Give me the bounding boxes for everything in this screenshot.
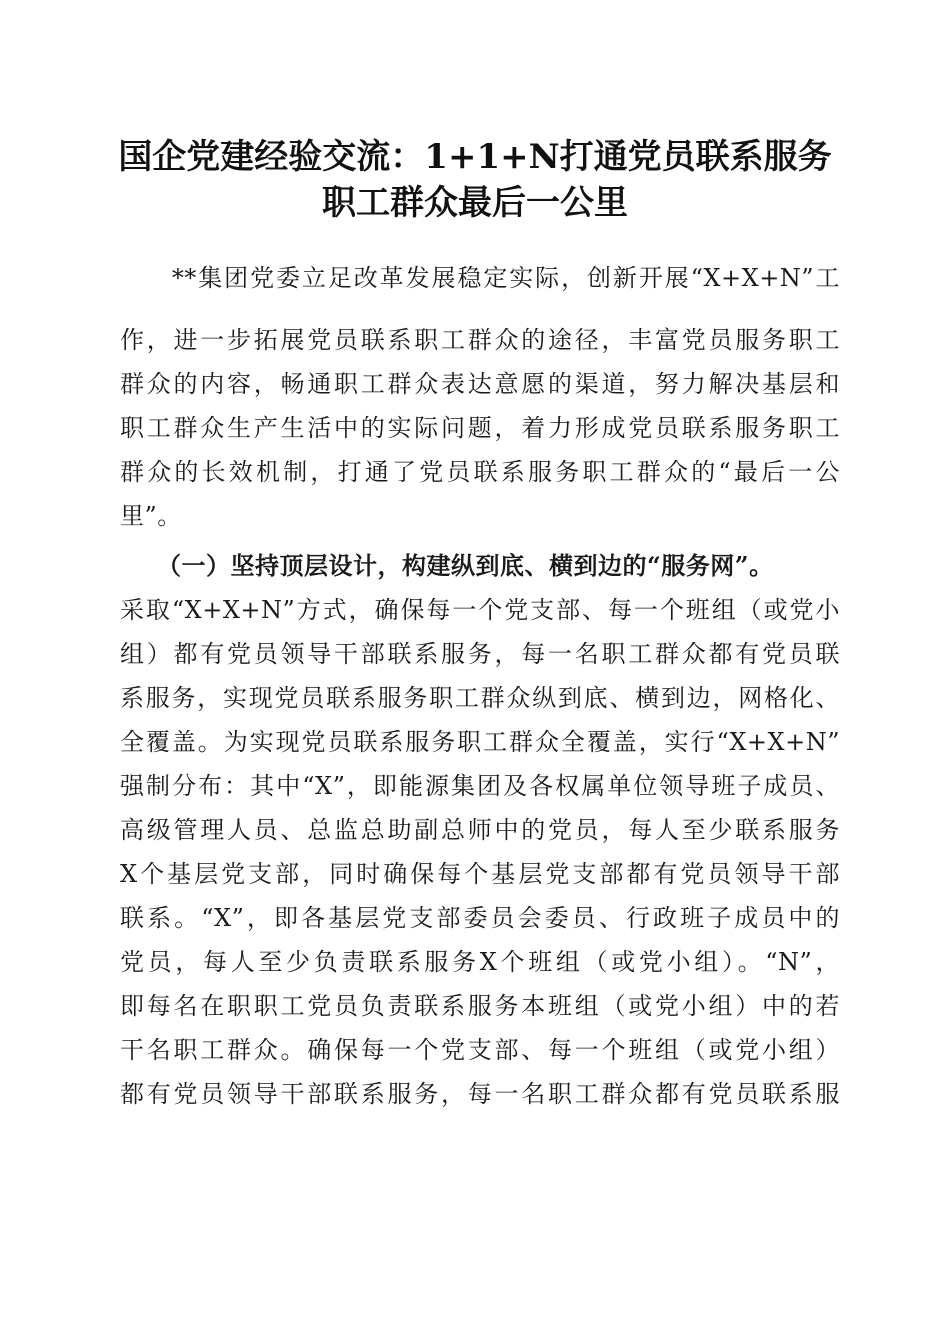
paragraph-line: 即每名在职职工党员负责联系服务本班组（或党小组）中的若 — [120, 992, 840, 1020]
paragraph-line: 职工群众生产生活中的实际问题，着力形成党员联系服务职工 — [120, 414, 840, 442]
paragraph-line: 党员，每人至少负责联系服务X个班组（或党小组）。“N”， — [120, 948, 840, 976]
paragraph-line: 作，进一步拓展党员联系职工群众的途径，丰富党员服务职工 — [120, 326, 840, 354]
section-heading: （一）坚持顶层设计，构建纵到底、横到边的“服务网”。 — [120, 551, 774, 580]
paragraph-line: 群众的长效机制，打通了党员联系服务职工群众的“最后一公 — [120, 458, 840, 486]
paragraph-line: 干名职工群众。确保每一个党支部、每一个班组（或党小组） — [120, 1036, 840, 1064]
paragraph-line: 联系。“X”，即各基层党支部委员会委员、行政班子成员中的 — [120, 904, 840, 932]
paragraph-line: 全覆盖。为实现党员联系服务职工群众全覆盖，实行“X+X+N” — [120, 728, 840, 756]
document-title — [100, 134, 850, 226]
paragraph-line: 里”。 — [120, 502, 182, 530]
paragraph-line: 群众的内容，畅通职工群众表达意愿的渠道，努力解决基层和 — [120, 370, 840, 398]
title-line-1: 国企党建经验交流：1+1+N打通党员联系服务 — [118, 137, 832, 177]
paragraph-line: X个基层党支部，同时确保每个基层党支部都有党员领导干部 — [120, 860, 840, 888]
paragraph-line: 系服务，实现党员联系服务职工群众纵到底、横到边，网格化、 — [120, 684, 840, 712]
paragraph-line: 强制分布：其中“X”，即能源集团及各权属单位领导班子成员、 — [120, 772, 840, 800]
title-line-2: 职工群众最后一公里 — [322, 183, 628, 223]
paragraph-line: 都有党员领导干部联系服务，每一名职工群众都有党员联系服 — [120, 1080, 840, 1108]
paragraph-line: 组）都有党员领导干部联系服务，每一名职工群众都有党员联 — [120, 640, 840, 668]
paragraph-line: 高级管理人员、总监总助副总师中的党员，每人至少联系服务 — [120, 816, 840, 844]
paragraph-line: 采取“X+X+N”方式，确保每一个党支部、每一个班组（或党小 — [120, 596, 840, 624]
paragraph-line: **集团党委立足改革发展稳定实际，创新开展“X+X+N”工 — [120, 264, 840, 292]
